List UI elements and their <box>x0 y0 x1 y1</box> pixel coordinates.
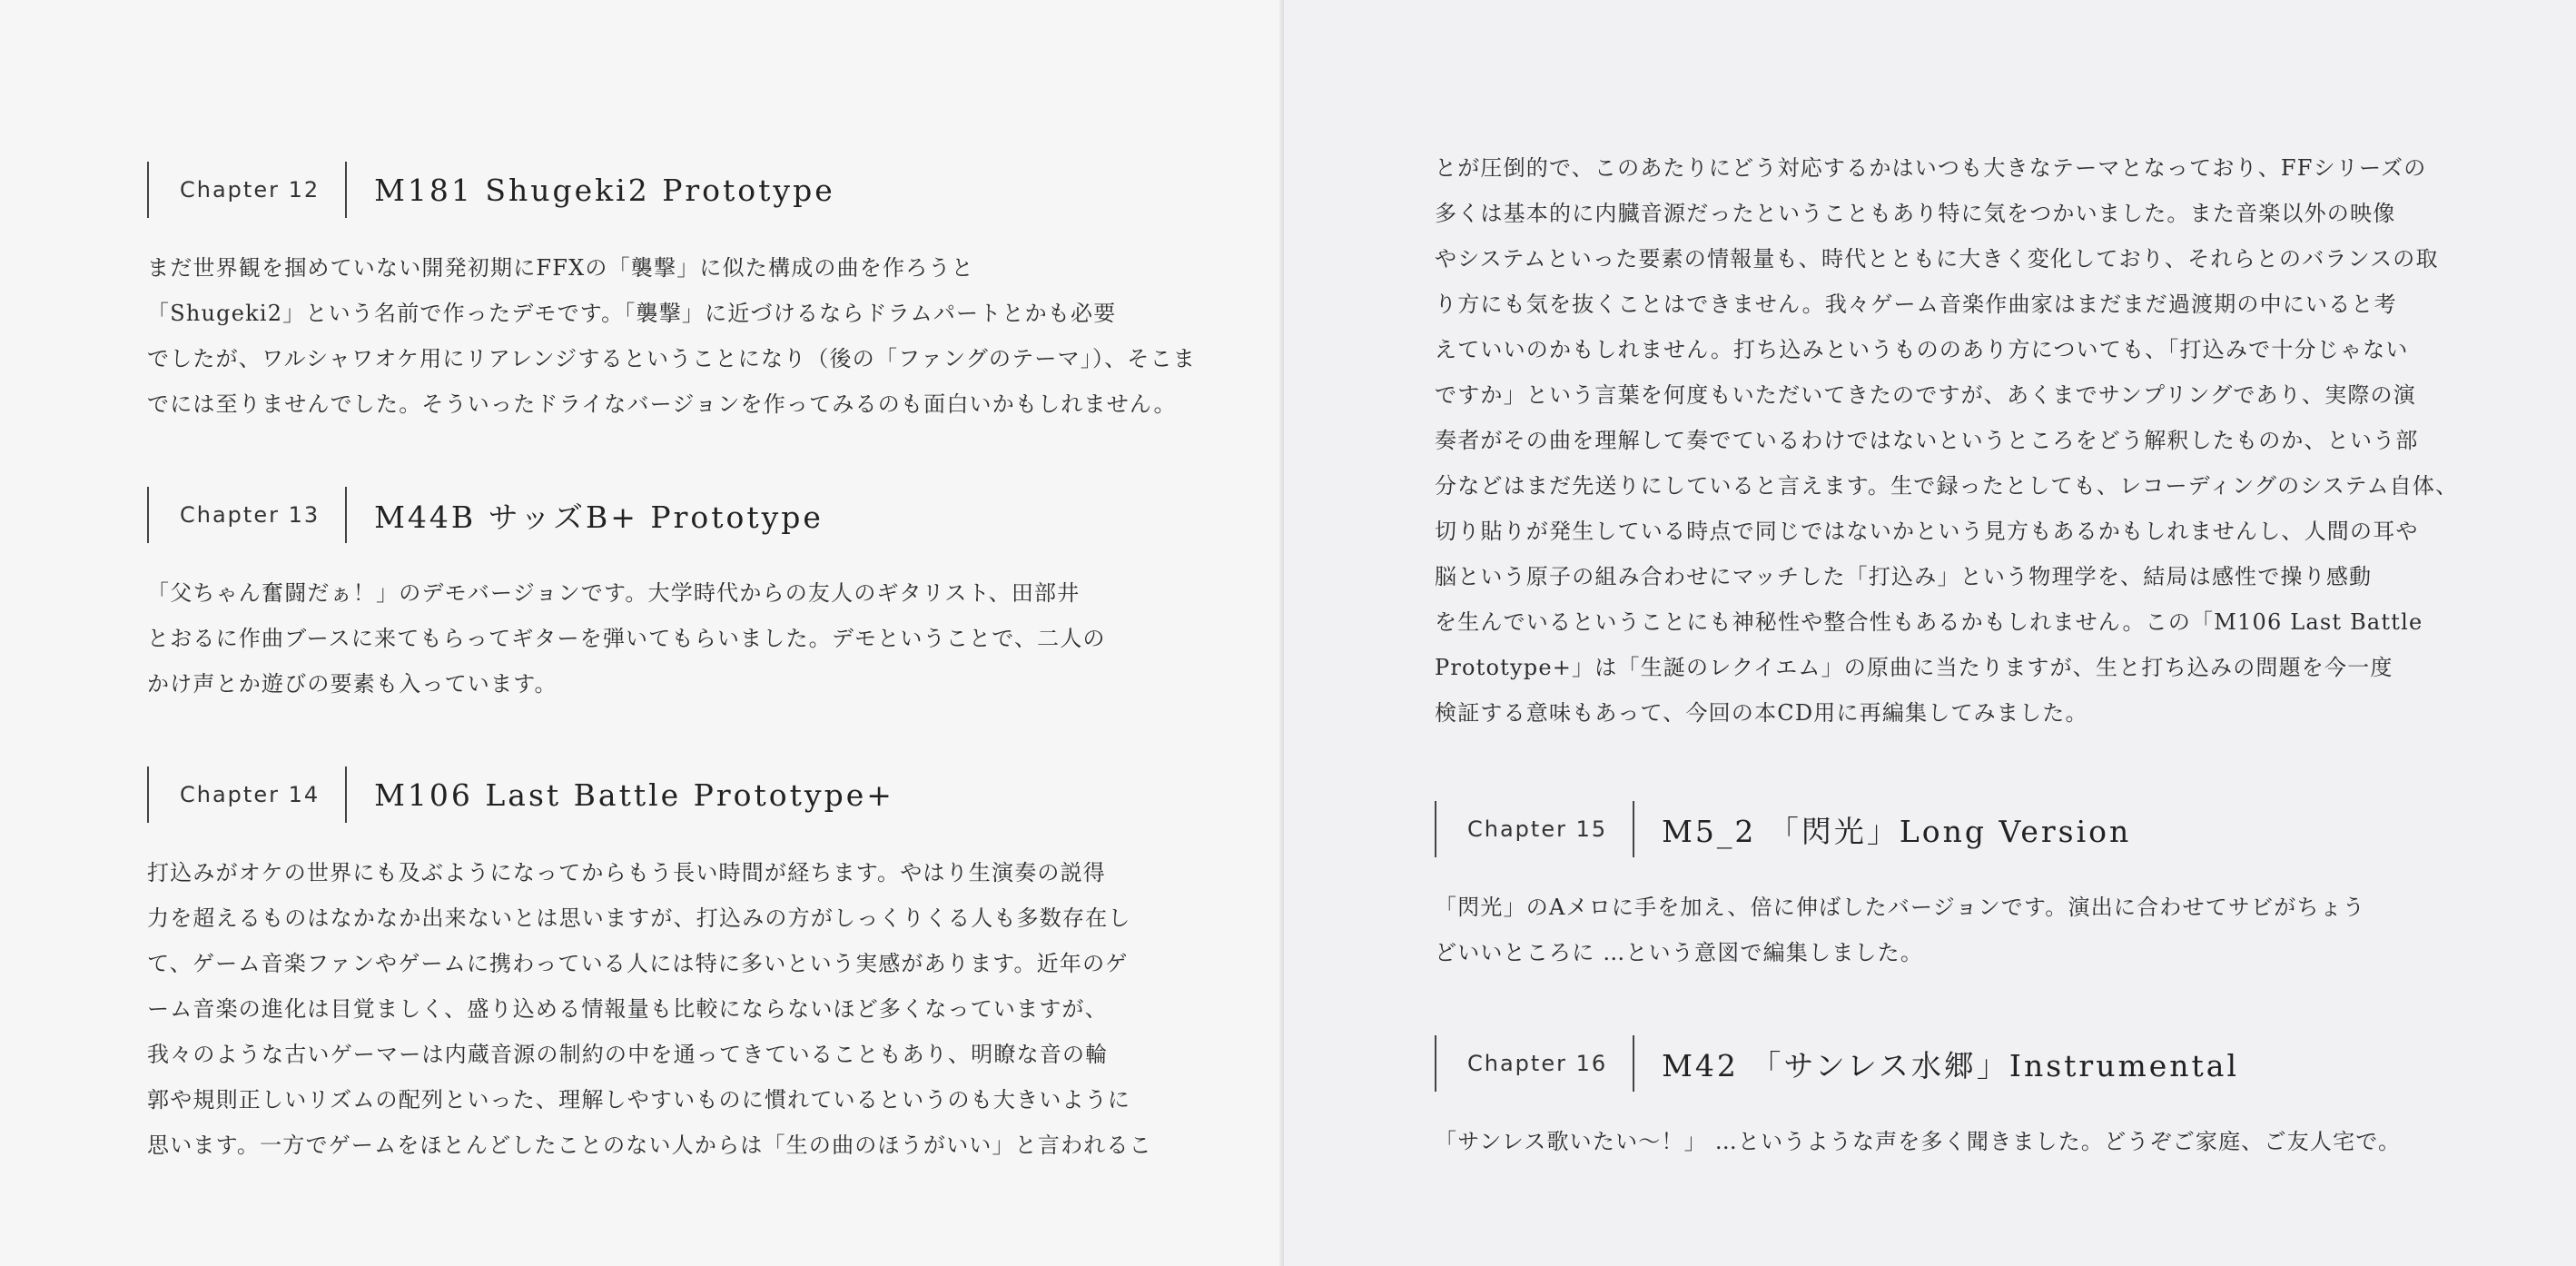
track-title: M5_2 「閃光」Long Version <box>1662 813 2132 849</box>
body-line: 切り貼りが発生している時点で同じではないかという見方もあるかもしれませんし、人間の耳や <box>1435 519 2419 544</box>
chapter-heading <box>147 487 1284 543</box>
body-line: ーム音楽の進化は目覚ましく、盛り込める情報量も比較にならないほど多くなっていますが、 <box>147 996 1108 1022</box>
body-line: 打込みがオケの世界にも及ぶようになってからもう長い時間が経ちます。やはり生演奏の説得 <box>147 860 1106 885</box>
body-line: 「Shugeki2」という名前で作ったデモです。「襲撃」に近づけるならドラムパートとかも必要 <box>147 301 1117 326</box>
body-line: かけ声とか遊びの要素も入っています。 <box>147 671 558 697</box>
body-line: 分などはまだ先送りにしていると言えます。生で録ったとしても、レコーディングのシステム自体、 <box>1435 473 2459 499</box>
chapter-heading <box>147 162 1284 218</box>
body-line: ですか」という言葉を何度もいただいてきたのですが、あくまでサンプリングであり、実際の演 <box>1435 382 2416 408</box>
chapter-label: Chapter 16 <box>1467 1051 1608 1076</box>
track-title: M106 Last Battle Prototype+ <box>374 776 894 813</box>
body-line: 思います。一方でゲームをほとんどしたことのない人からは「生の曲のほうがいい」と言われるこ <box>147 1132 1152 1158</box>
body-line: 脳という原子の組み合わせにマッチした「打込み」という物理学を、結局は感性で操り感動 <box>1435 564 2373 589</box>
body-line: 検証する意味もあって、今回の本CD用に再編集してみました。 <box>1435 700 2088 726</box>
chapter-section <box>147 162 1284 427</box>
body-line: 「閃光」のAメロに手を加え、倍に伸ばしたバージョンです。演出に合わせてサビがちょう <box>1435 895 2366 920</box>
body-line: とおるに作曲ブースに来てもらってギターを弾いてもらいました。デモということで、二人の <box>147 626 1106 651</box>
chapter-label: Chapter 15 <box>1467 816 1608 842</box>
body-line: て、ゲーム音楽ファンやゲームに携わっている人には特に多いという実感があります。近年のゲ <box>147 951 1129 976</box>
body-line: とが圧倒的で、このあたりにどう対応するかはいつも大きなテーマとなっており、FFシリーズの <box>1435 155 2427 181</box>
chapter-body <box>147 245 1196 427</box>
body-line: どいいところに …という意図で編集しました。 <box>1435 940 1924 965</box>
right-page <box>1284 0 2576 1266</box>
body-line: を生んでいるということにも神秘性や整合性もあるかもしれません。この「M106 Last Battle <box>1435 609 2423 635</box>
chapter-label: Chapter 14 <box>180 782 321 807</box>
track-title: M181 Shugeki2 Prototype <box>374 172 835 208</box>
body-line: り方にも気を抜くことはできません。我々ゲーム音楽作曲家はまだまだ過渡期の中にいると考 <box>1435 292 2397 317</box>
chapter-heading <box>147 767 1284 823</box>
body-line: まだ世界観を掴めていない開発初期にFFXの「襲撃」に似た構成の曲を作ろうと <box>147 255 974 281</box>
chapter-body <box>1435 1119 2452 1164</box>
body-line: Prototype+」は「生誕のレクイエム」の原曲に当たりますが、生と打ち込みの問題を今一度 <box>1435 655 2393 680</box>
track-title: M42 「サンレス水郷」Instrumental <box>1662 1047 2240 1083</box>
body-line: 「父ちゃん奮闘だぁ！」のデモバージョンです。大学時代からの友人のギタリスト、田部井 <box>147 580 1081 606</box>
track-title: M44B サッズB+ Prototype <box>374 499 824 535</box>
body-line: でには至りませんでした。そういったドライなバージョンを作ってみるのも面白いかもしれません。 <box>147 391 1177 417</box>
chapter-section <box>1435 801 2576 975</box>
body-line: 郭や規則正しいリズムの配列といった、理解しやすいものに慣れているというのも大きいように <box>147 1087 1131 1113</box>
body-line: 奏者がその曲を理解して奏でているわけではないというところをどう解釈したものか、という部 <box>1435 428 2419 453</box>
chapter-section <box>147 487 1284 707</box>
chapter-label: Chapter 12 <box>180 177 321 203</box>
chapter-label: Chapter 13 <box>180 502 321 528</box>
continued-body <box>1435 145 2459 736</box>
left-page <box>0 0 1284 1266</box>
body-line: 多くは基本的に内臓音源だったということもあり特に気をつかいました。また音楽以外の映像 <box>1435 201 2396 226</box>
body-line: でしたが、ワルシャワオケ用にリアレンジするということになり（後の「ファングのテーマ」）、そこま <box>147 346 1196 371</box>
body-line: 力を超えるものはなかなか出来ないとは思いますが、打込みの方がしっくりくる人も多数存在し <box>147 905 1131 931</box>
chapter-heading <box>1435 1035 2576 1092</box>
chapter-section <box>147 767 1284 1168</box>
chapter-section <box>1435 1035 2576 1164</box>
chapter-heading <box>1435 801 2576 857</box>
body-line: 我々のような古いゲーマーは内蔵音源の制約の中を通ってきていることもあり、明瞭な音の輪 <box>147 1042 1109 1067</box>
body-line: えていいのかもしれません。打ち込みというもののあり方についても、「打込みで十分じゃない <box>1435 337 2409 362</box>
body-line: やシステムといった要素の情報量も、時代とともに大きく変化しており、それらとのバランスの取 <box>1435 246 2439 272</box>
chapter-body <box>147 570 1146 707</box>
chapter-body <box>1435 885 2452 975</box>
body-line: 「サンレス歌いたい～！」 …というような声を多く聞きました。どうぞご家庭、ご友人宅で。 <box>1435 1129 2402 1154</box>
chapter-body <box>147 850 1152 1168</box>
